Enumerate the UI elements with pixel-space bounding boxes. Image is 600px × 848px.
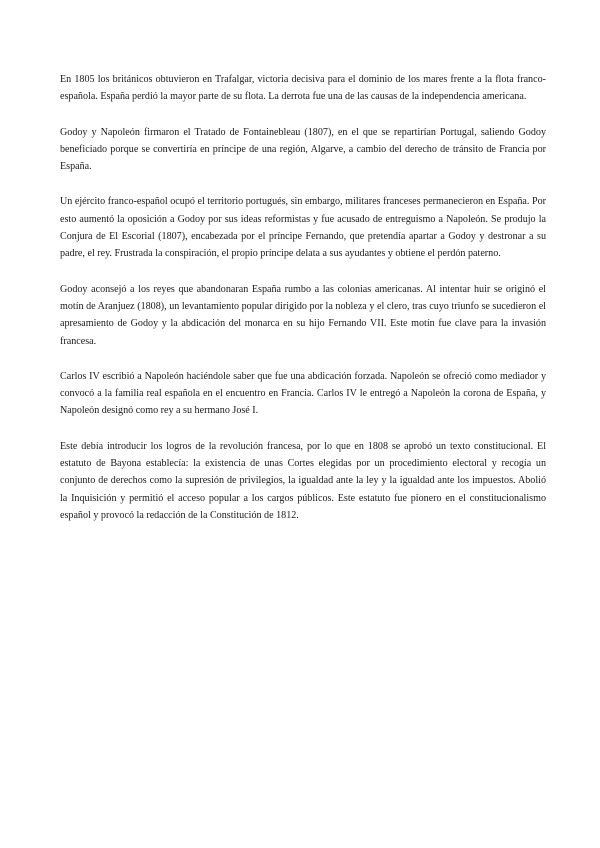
document-body (60, 71, 546, 542)
paragraph-fontainebleau: Godoy y Napoleón firmaron el Tratado de Fontainebleau (1807), en el que se repartirían Portugal, saliendo Godoy beneficiado porque se convertiría en príncipe de una región, Algarve, a cambio del derecho de tránsito de Francia por España. (60, 126, 546, 173)
paragraph-abdicacion: Carlos IV escribió a Napoleón haciéndole saber que fue una abdicación forzada. Napoleón se ofreció como mediador y convocó a la familia real española en el encuentro en Francia. Carlos IV le entregó a Napoleón la corona de España, y Napoleón designó como rey a su hermano José I. (60, 370, 546, 417)
paragraph-bayona: Este debía introducir los logros de la revolución francesa, por lo que en 1808 se aprobó un texto constitucional. El estatuto de Bayona establecía: la existencia de unas Cortes elegidas por un procedimiento electoral y recogía un conjunto de derechos como la supresión de privilegios, la igualdad ante la ley y la igualdad ante los impuestos. Abolió la Inquisición y permitió el acceso popular a los cargos públicos. Este estatuto fue pionero en el constitucionalismo español y provocó la redacción de la Constitución de 1812. (60, 440, 546, 521)
paragraph-aranjuez: Godoy aconsejó a los reyes que abandonaran España rumbo a las colonias americanas. Al intentar huir se originó el motín de Aranjuez (1808), un levantamiento popular dirigido por la nobleza y el clero, tras cuyo triunfo se sucedieron el apresamiento de Godoy y la abdicación del monarca en su hijo Fernando VII. Este motín fue clave para la invasión francesa. (60, 283, 546, 347)
paragraph-trafalgar: En 1805 los británicos obtuvieron en Trafalgar, victoria decisiva para el dominio de los mares frente a la flota franco-española. España perdió la mayor parte de su flota. La derrota fue una de las causas de la independencia americana. (60, 74, 546, 103)
paragraph-escorial: Un ejército franco-español ocupó el territorio portugués, sin embargo, militares franceses permanecieron en España. Por esto aumentó la oposición a Godoy por sus ideas reformistas y fue acusado de entreguismo a Napoleón. Se produjo la Conjura de El Escorial (1807), encabezada por el príncipe Fernando, que pretendía apartar a Godoy y destronar a su padre, el rey. Frustrada la conspiración, el propio príncipe delata a sus ayudantes y obtiene el perdón paterno. (60, 196, 546, 260)
